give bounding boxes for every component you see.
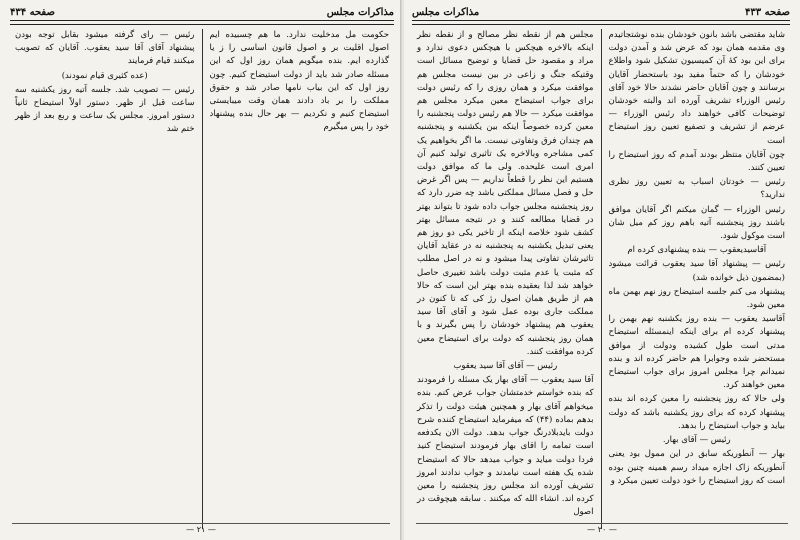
paragraph: چون آقایان منتظر بودند آمدم که روز استیضاح را تعیین کنند.: [608, 149, 785, 174]
paragraph: پیشنهاد می کنم جلسه استیضاح روز نهم بهمن ماه معین شود.: [608, 286, 785, 311]
left-page-column-right: [205, 29, 395, 529]
right-page-header-title: مذاکرات مجلس: [412, 6, 480, 18]
paragraph: (عده کثیری قیام نمودند): [61, 70, 148, 81]
paragraph: رئیس الوزراء — گمان میکنم اگر آقایان موافق باشند روز پنجشنبه آتیه باهم روز کم میل شان است موکول شود.: [608, 204, 785, 242]
right-page-column-left: [412, 29, 599, 529]
paragraph: شاید مقتضی باشد بانون خودشان بنده نوشتجاتیدم وی مقدمه همان بود که عرض شد و آمدن دولت برای این بود کهٔ آن کمیسیون تشکیل شود واطلاع خودشان را که حتماً مفید بود باستحضار آقایان برسانند و چون آقایان حاضر نشدند حالا خود آقای رئیس الوزراء تشریف آورده اند والبته خودشان توضیحات کافی خواهند داد رئیس الوزراء — عرضم از تشریف و تصفیع تعیین روز استیضاح است: [608, 30, 785, 146]
column-divider: [202, 29, 203, 529]
right-page-footer-number: — ۲۰ —: [587, 525, 617, 534]
footer-rule: [12, 523, 390, 524]
right-page-header-number: صفحه ۴۳۳: [745, 6, 790, 18]
paragraph: ولی حالا که روز پنجشنبه را معین کرده اند بنده پیشنهاد کرده که برای روز یکشنبه باشد که دولت بیاید و جواب استیضاح را بدهد.: [608, 394, 785, 431]
right-page-columns: [412, 29, 790, 529]
left-page-columns: [10, 29, 394, 529]
right-page-column-right: [604, 29, 791, 529]
left-page-header-number: صفحه ۴۳۴: [10, 6, 55, 18]
paragraph: بهار — آنطوریکه سابق در این ممول بود یعنی آنطوریکه زاک اجازه میداد رسم همینه چنین بوده است که روز استیضاح را خود دولت تعیین میکرد و: [608, 449, 785, 486]
left-page-footer-number: — ۲۱ —: [186, 525, 216, 534]
left-page-header-title: مذاکرات مجلس: [326, 6, 394, 18]
right-page-header-rule: [412, 20, 790, 25]
paragraph: رئیس — آقای بهار.: [662, 435, 731, 446]
paragraph: آقاسیدیعقوب — بنده پیشنهادی کرده ام: [627, 245, 767, 256]
paragraph: آقاسید یعقوب — بنده روز یکشنبه نهم بهمن را پیشنهاد کرده ام برای اینکه اینمسئله استیضاح مدتی است طول کشیده ودولت از موافق مستحضر شده وجوابرا هم حاضر کرده اند و بنده نمیدانم چرا مجلس امروز برای جواب استیضاح معین خواهند کرد.: [608, 314, 785, 391]
right-page: [404, 0, 800, 540]
paragraph: رئیس — آقای آقا سید یعقوب: [453, 361, 558, 372]
paragraph: حکومت مل مدخلیت ندارد. ما هم چسبیده ایم اصول اقلیت بر و اصول قانون اساسی را ز یا گذارده ایم. بنده میگویم همان روز اول که این مسئله صادر شد باید از دولت استیضاح کنیم. چون روز اول که این بیاب نامها صادر شد و حقوق مملکت را بر باد دادند همان وقت میبایستی استیضاح کنیم و نکردیم — بهر حال بنده پیشنهاد خود را پس میگیرم: [209, 30, 389, 133]
paragraph: آقا سید یعقوب — آقای بهار یک مسئله را فرمودند که بنده خواستم خدمتشان جواب عرض کنم. بنده میخواهم آقای بهار و همچنین هیئت دولت را تذکر بدهم بماده (۴۴) که میفرماید استیضاح کننده شرح دولت بایدبلادرنگ جواب بدهد. دولت الان یکدفعه است تمامه را اقای بهار فرمودند استیضاح کنید فردا دولت میاید و جواب میدهد حالا که استیضاح شده یک هفته است نیامدند و جواب ندادند امروز تشریف آورده اند مجلس روز پنجشنبه را معین کرده اند. انشاء الله که میکنند . سابقه هیچوقت در اصول: [417, 375, 594, 518]
paragraph: رئیس — پیشنهاد آقا سید یعقوب قرائت میشود (بمضمون ذیل خوانده شد): [608, 259, 785, 283]
paragraph: رئیس — تصویب شد. جلسه آتیه روز یکشنبه سه ساعت قبل از ظهر. دستور اولاً استیضاح ثانیاً دستور امروز. مجلس یک ساعت و ربع بعد از ظهر ختم شد: [15, 84, 195, 135]
left-page-column-left: [10, 29, 200, 529]
footer-rule: [416, 523, 788, 524]
right-page-header: [412, 6, 790, 18]
column-divider: [601, 29, 602, 529]
left-page-header: [10, 6, 394, 18]
paragraph: رئیس — خودتان اسباب به تعیین روز نظری ندارید؟: [608, 177, 785, 201]
paragraph: رئیس — رای گرفته میشود بقابل توجه بودن پیشنهاد آقای آقا سید یعقوب. آقایان که تصویب میکنند قیام فرمایند: [15, 30, 195, 67]
paragraph: مجلس هم از نقطه نظر مصالح و از نقطه نظر اینکه بالاخره هیچکس با هیچکس دعوی ندارد و مراد و مقصود حل قضایا و توضیح مسائل است وقتیکه جنگ و زاعی در بین نیست مجلس هم موافقت میکرد و همان روزی را که رئیس دولت برای جواب استیضاح معین میکرد مجلس هم موافقت میکرد — حالا هم رئیس دولت پنجشنبه را معین کرده خصوصاً اینکه بین یکشنبه و پنجشنبه هم چندان فرق وتفاوتی نیست. ما اگر بخواهیم یک کمی مشاجره وبالاخره یک تاثیری تولید کنیم آن امری است علیحده. ولی ما که موافق دولت هستیم این نظر را قطعاً نداریم — پس اگر غرض حل و فصل مسائل مملکتی باشد چه ضرر دارد که روز پنجشنبه مجلس جواب داده شود تا بتواند بهتر در قضایا مطالعه کنند و در نتیجه مسائل بهتر کشف شود خلاصه اینکه از تاخیر یکی دو روز هم یعنی تبدیل یکشنبه به پنجشنبه نه در عقاید آقایان تاثیرشان تفاوتی پیدا میشود و نه در اصل مطلب که مثبت یا عدم مثبت دولت باشد تغییری حاصل خواهد شد لذا بعقیده بنده بهتر این است که حالا هم از طریق همان اصول رژ کی که تا کنون در مملکت جاری بوده عمل شود و آقای آقا سید یعقوب هم پیشنهاد خودشان را پس بگیرند و با همان روز پنجشنبه که دولت برای استیضاح معین کرده موافقت کنند.: [417, 30, 594, 357]
left-page-header-rule: [10, 20, 394, 25]
